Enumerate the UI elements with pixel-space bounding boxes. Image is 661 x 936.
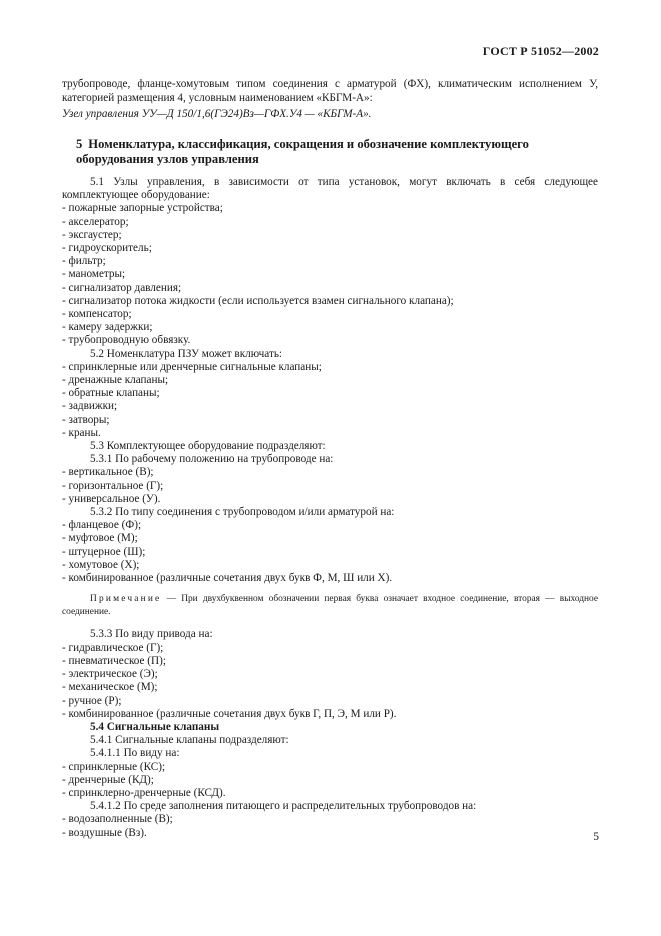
section-title-text: Номенклатура, классификация, сокращения и обозначение комплектующего оборудования узлов управления [76,137,529,166]
list-item: - муфтовое (М); [62,532,138,545]
subsection-heading-5-4: 5.4 Сигнальные клапаны [90,720,220,733]
intro-block [62,77,598,122]
list-item: - пожарные запорные устройства; [62,202,223,215]
list-item: - комбинированное (различные сочетания двух букв Ф, М, Ш или Х). [62,572,393,585]
list-item: - сигнализатор потока жидкости (если используется взамен сигнального клапана); [62,294,454,307]
paragraph-5-4-1-1: 5.4.1.1 По виду на: [90,747,180,760]
list-item: - фильтр; [62,255,106,268]
list-item: - эксгаустер; [62,228,122,241]
section-number: 5 [76,137,83,151]
list-item: - манометры; [62,268,126,281]
paragraph-5-3-3: 5.3.3 По виду привода на: [90,628,213,641]
list-item: - ручное (Р); [62,694,122,707]
list-item: - спринклерные (КС); [62,760,166,773]
list-item: - затворы; [62,413,110,426]
list-item: - обратные клапаны; [62,387,160,400]
paragraph-5-1: 5.1 Узлы управления, в зависимости от типа установок, могут включать в себя следующее комплектующее оборудование: [62,176,598,202]
list-item: - компенсатор; [62,308,132,321]
list-item: - сигнализатор давления; [62,281,182,294]
list-item: - вертикальное (В); [62,466,154,479]
list-item: - горизонтальное (Г); [62,479,164,492]
list-item: - спринклерно-дренчерные (КСД). [62,786,226,799]
standard-header: ГОСТ Р 51052—2002 [482,44,599,58]
list-item: - водозаполненные (В); [62,813,173,826]
list-item: - фланцевое (Ф); [62,519,142,532]
note-text: — При двухбуквенном обозначении первая буква означает входное соединение, вторая — выходное соединение. [62,594,598,617]
list-item: - акселератор; [62,215,129,228]
list-item: - трубопроводную обвязку. [62,334,191,347]
list-item: - задвижки; [62,400,118,413]
list-item: - универсальное (У). [62,492,161,505]
paragraph-5-2: 5.2 Номенклатура ПЗУ может включать: [90,347,283,360]
page-number: 5 [593,831,599,843]
paragraph-5-4-1-2: 5.4.1.2 По среде заполнения питающего и распределительных трубопроводов на: [90,800,477,813]
list-item: - штуцерное (Ш); [62,545,146,558]
list-item: - электрическое (Э); [62,668,158,681]
list-item: - хомутовое (Х); [62,558,140,571]
intro-paragraph: трубопроводе, фланце-хомутовым типом соединения с арматурой (ФХ), климатическим исполнением У, категорией размещения 4, условным наименованием «КБГМ-А»: [62,78,598,105]
note-label: Примечание [90,594,162,605]
section-heading [76,137,598,166]
list-item: - пневматическое (П); [62,654,166,667]
paragraph-5-4-1: 5.4.1 Сигнальные клапаны подразделяют: [90,734,289,747]
paragraph-5-3-1: 5.3.1 По рабочему положению на трубопроводе на: [90,453,334,466]
paragraph-5-3-2: 5.3.2 По типу соединения с трубопроводом и/или арматурой на: [90,506,395,519]
paragraph-5-3: 5.3 Комплектующее оборудование подразделяют: [90,440,326,453]
list-item: - гидроускоритель; [62,242,152,255]
list-item: - дренажные клапаны; [62,374,169,387]
section-body [62,176,598,840]
list-item: - воздушные (Вз). [62,826,147,839]
list-item: - краны. [62,426,101,439]
list-item: - дренчерные (КД); [62,773,154,786]
list-item: - комбинированное (различные сочетания двух букв Г, П, Э, М или Р). [62,707,397,720]
designation-formula: Узел управления УУ—Д 150/1,6(ГЭ24)Вз—ГФХ.У4 — «КБГМ-А». [62,108,372,121]
list-item: - камеру задержки; [62,321,153,334]
list-item: - спринклерные или дренчерные сигнальные клапаны; [62,360,322,373]
note [62,593,598,618]
list-item: - гидравлическое (Г); [62,641,164,654]
list-item: - механическое (М); [62,681,158,694]
